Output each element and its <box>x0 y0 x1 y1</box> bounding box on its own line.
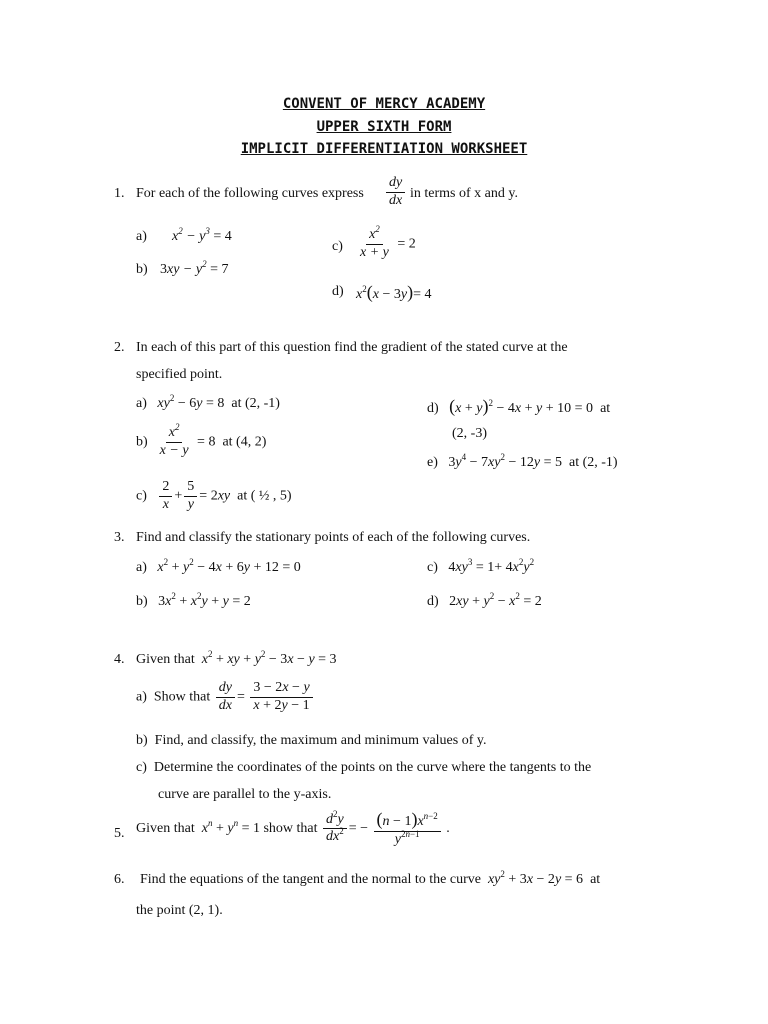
q1-text: For each of the following curves express <box>136 186 364 201</box>
q4a-item: a) Show that $\frac{dy}{dx}$ = $\frac{3 - 2x - y}{x + 2y - 1}$ <box>136 681 315 713</box>
q1d-equation: $x^2(x - 3y)= 4$ <box>356 282 432 302</box>
q4-text: Given that <box>136 652 195 667</box>
q3-text: Find and classify the stationary points of each of the following curves. <box>136 530 531 545</box>
q4b-item: b) Find, and classify, the maximum and minimum values of y. <box>136 733 487 748</box>
q2c-point: at ( ½ , 5) <box>237 488 292 504</box>
q2-text-line1: In each of this part of this question find the gradient of the stated curve at the <box>136 340 568 355</box>
q1a-label: a) <box>136 229 147 244</box>
q2c-item: c) $\frac{2}{x}$ + $\frac{5}{y}$ = 2xy at ( ½ , 5) <box>136 479 292 512</box>
q1d-label: d) <box>332 284 344 299</box>
q2a-point: at (2, -1) <box>231 396 280 411</box>
q4c-text-line1: Determine the coordinates of the points on the curve where the tangents to the <box>153 760 592 775</box>
q5-item: Given that $x^n + y^n = 1$ show that $\frac{d^2y}{dx^2}$ = − $\frac{(n - 1)x^{n-2}}{y^{2n-1}}$ . <box>136 808 450 847</box>
worksheet-title: IMPLICIT DIFFERENTIATION WORKSHEET <box>240 141 528 157</box>
school-name: CONVENT OF MERCY ACADEMY <box>282 96 486 112</box>
q2e-point: at (2, -1) <box>568 455 618 470</box>
q1b-equation: $3xy - y^2 = 7$ <box>160 259 229 277</box>
q3c-item: c) $4xy^3 = 1+ 4x^2y^2$ <box>427 557 535 575</box>
q2e-item: e) $3y^4 - 7xy^2 - 12y = 5$ at (2, -1) <box>427 452 618 470</box>
q2d-at: at <box>600 401 611 416</box>
q1c-equation: $\frac{x^2}{x + y}$ = 2 <box>360 224 416 260</box>
q6-at: at <box>590 872 601 887</box>
q2-text-line2: specified point. <box>136 367 223 382</box>
q6-item: Find the equations of the tangent and the normal to the curve $xy^2 + 3x - 2y = 6$ at <box>140 869 601 887</box>
q5-mid: show that <box>263 820 318 836</box>
q1c-label: c) <box>332 239 343 254</box>
q3b-item: b) $3x^2 + x^2y + y = 2$ <box>136 591 251 609</box>
q2a-item: a) $xy^2 - 6y = 8$ at (2, -1) <box>136 393 280 411</box>
q2d-point: (2, -3) <box>452 426 487 441</box>
q4-number: 4. <box>114 652 125 667</box>
q2b-item: b) $\frac{x^2}{x - y}$ = 8 at (4, 2) <box>136 422 267 458</box>
q6-text-line2: the point (2, 1). <box>136 903 223 918</box>
q6-text: Find the equations of the tangent and the normal to the curve <box>140 872 481 887</box>
q4a-text: Show that <box>153 689 211 705</box>
q2-number: 2. <box>114 340 125 355</box>
q4b-text: Find, and classify, the maximum and minimum values of y. <box>154 733 487 748</box>
q3-number: 3. <box>114 530 125 545</box>
q4-stem: Given that $x^2$ + xy + $y^2 - 3x - y = 3$ <box>136 649 337 667</box>
q5-text: Given that <box>136 820 195 836</box>
q2b-point: at (4, 2) <box>222 434 267 450</box>
q5-number: 5. <box>114 826 125 841</box>
q1-number: 1. <box>114 186 125 201</box>
q3d-item: d) $2xy + y^2 - x^2 = 2$ <box>427 591 542 609</box>
q1b-label: b) <box>136 262 148 277</box>
q4c-item: c) Determine the coordinates of the points on the curve where the tangents to the <box>136 760 592 775</box>
q2d-item: d) $(x + y)^2 - 4x + y + 10 = 0$ at <box>427 396 611 416</box>
q1-dydx-fraction: $\frac{dy}{dx}$ <box>384 176 407 208</box>
q4c-text-line2: curve are parallel to the y-axis. <box>158 787 332 802</box>
q1a-equation: $x^2 - y^3 = 4$ <box>172 226 232 244</box>
q6-number: 6. <box>114 872 125 887</box>
q3a-item: a) $x^2 + y^2 - 4x + 6y + 12 = 0$ <box>136 557 301 575</box>
form-name: UPPER SIXTH FORM <box>316 119 452 135</box>
q1-text-end: in terms of x and y. <box>410 186 518 201</box>
